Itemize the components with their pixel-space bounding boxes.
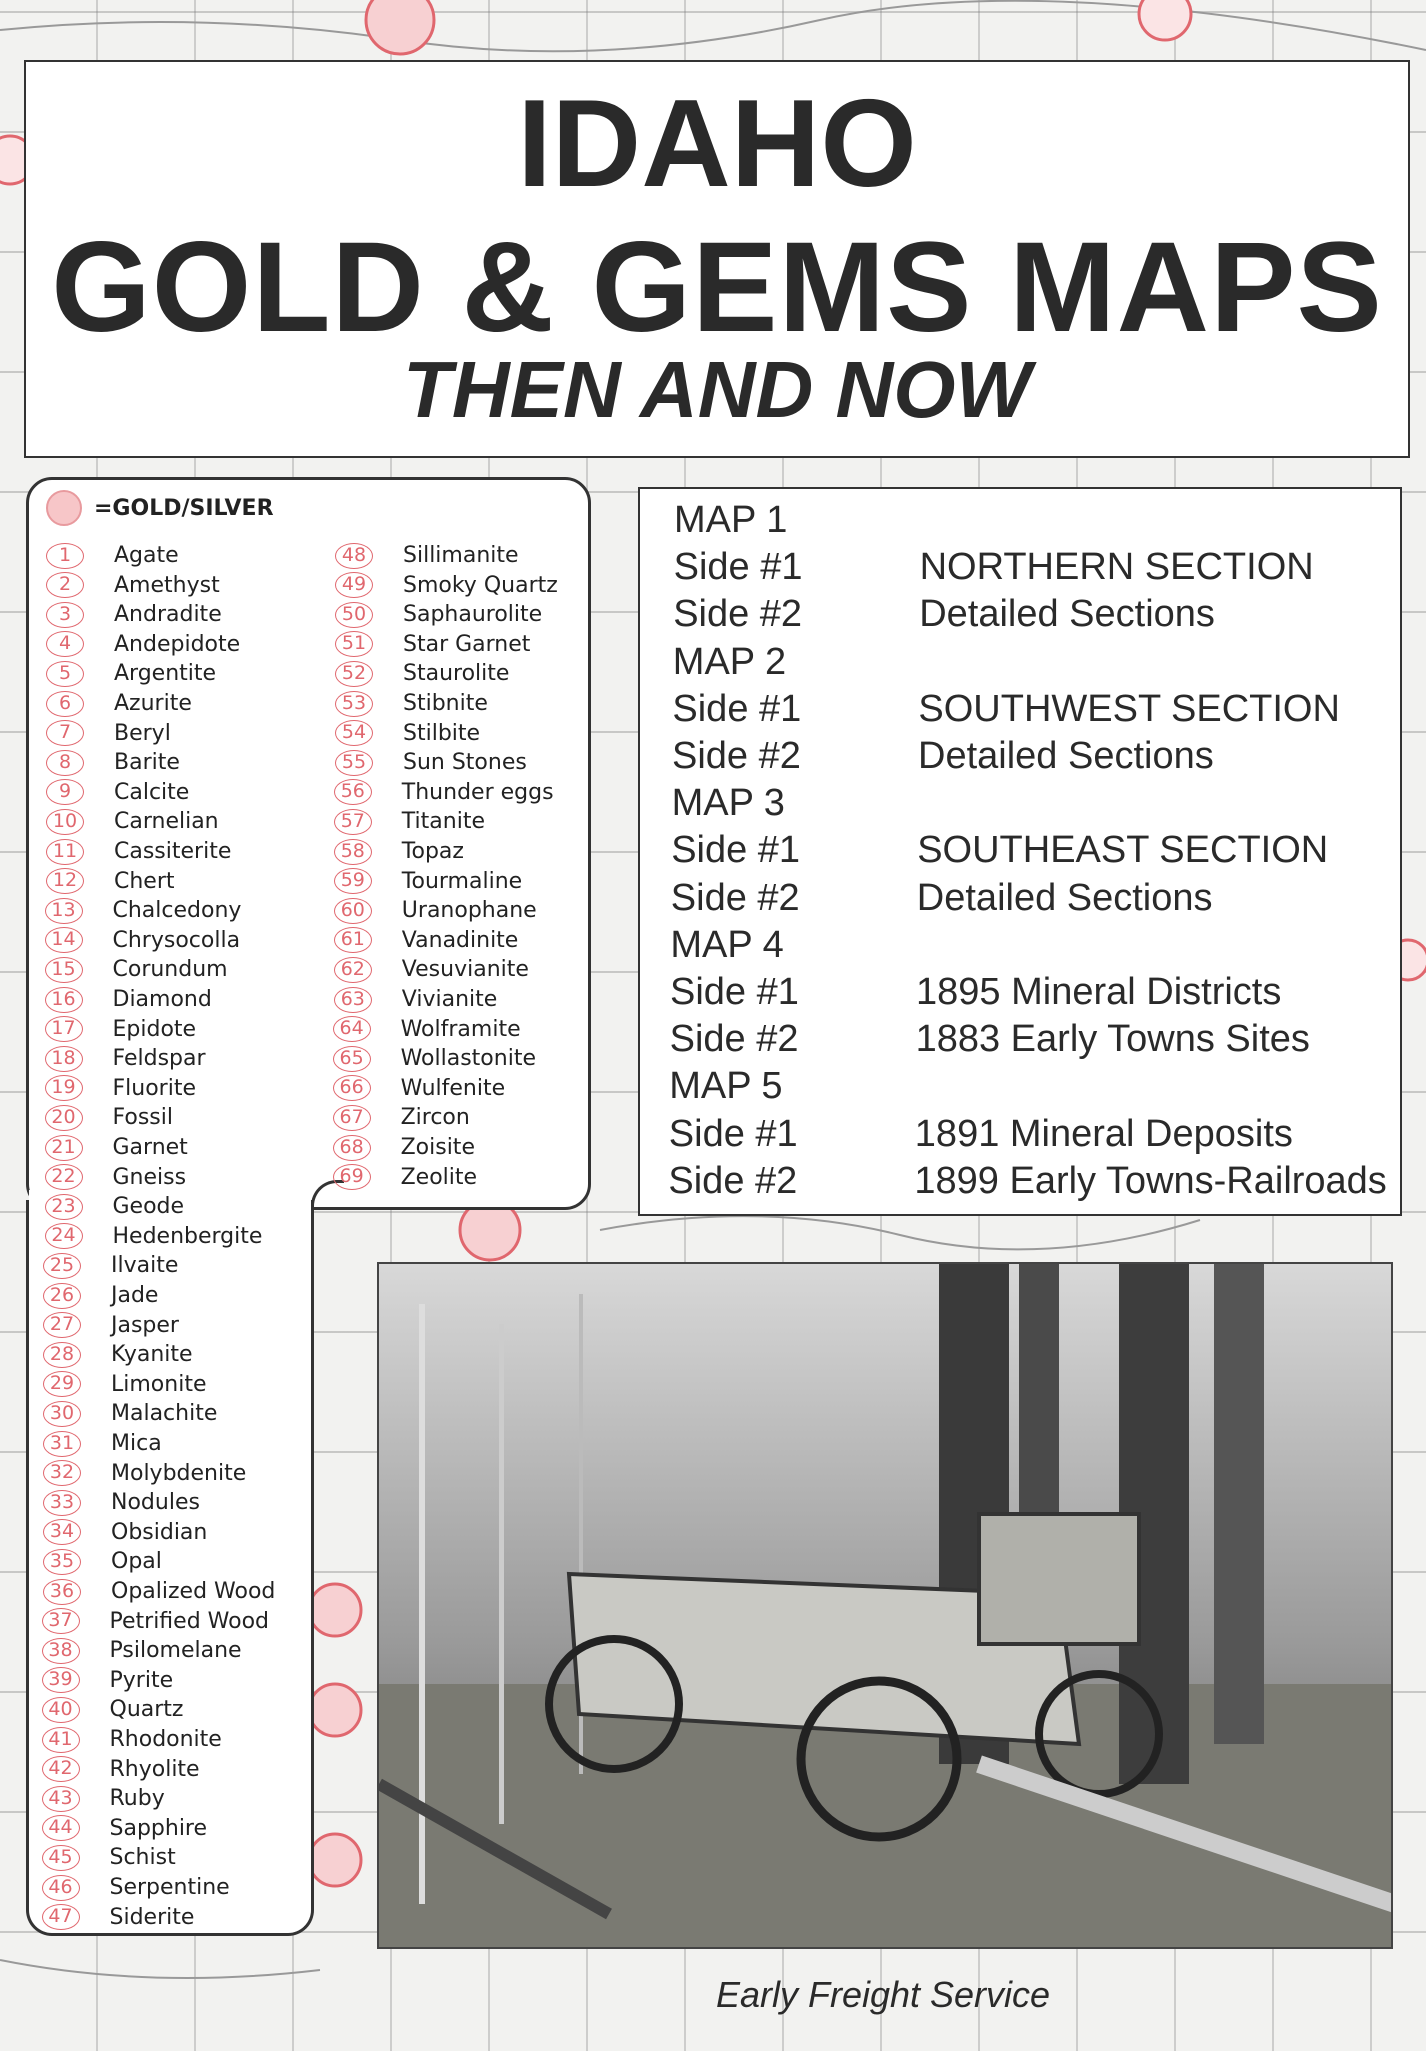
title-idaho: IDAHO xyxy=(517,75,917,213)
legend-item-name: Wollastonite xyxy=(400,1046,536,1072)
legend-item-name: Rhodonite xyxy=(109,1727,222,1752)
legend-item xyxy=(43,1251,178,1280)
map-section-description: Detailed Sections xyxy=(919,593,1215,636)
legend-item-name: Nodules xyxy=(111,1490,200,1516)
map-section-description: 1883 Early Towns Sites xyxy=(915,1018,1310,1061)
legend-item-name: Beryl xyxy=(114,720,171,746)
legend-item xyxy=(333,1133,475,1162)
legend-item xyxy=(43,1340,193,1369)
legend-number-circle: 40 xyxy=(42,1697,80,1723)
legend-item xyxy=(46,807,219,836)
legend-number-circle: 45 xyxy=(42,1845,80,1871)
legend-number-circle: 32 xyxy=(43,1460,81,1486)
legend-number-circle: 66 xyxy=(333,1075,371,1101)
legend-number-circle: 21 xyxy=(45,1135,83,1161)
legend-item-name: Siderite xyxy=(109,1904,195,1930)
gold-silver-label: =GOLD/SILVER xyxy=(94,495,274,521)
legend-number-circle: 38 xyxy=(42,1638,80,1664)
legend-item-name: Andepidote xyxy=(114,631,241,657)
legend-item xyxy=(42,1873,230,1902)
legend-item xyxy=(43,1399,217,1428)
legend-item-name: Mica xyxy=(111,1431,162,1456)
legend-item xyxy=(46,571,220,600)
legend-item-name: Zircon xyxy=(400,1105,470,1131)
legend-number-circle: 43 xyxy=(42,1786,80,1812)
map-side-label: Side #2 xyxy=(668,1159,798,1202)
map-section-description: 1895 Mineral Districts xyxy=(916,971,1282,1013)
legend-number-circle: 53 xyxy=(335,691,373,717)
legend-number-circle: 68 xyxy=(333,1135,371,1161)
legend-item-name: Stibnite xyxy=(403,691,488,716)
title-gold-gems-maps: GOLD & GEMS MAPS xyxy=(51,216,1383,359)
legend-item-name: Garnet xyxy=(112,1135,188,1160)
map-side-label: Side #2 xyxy=(672,735,801,777)
map-section-description: Detailed Sections xyxy=(916,876,1213,919)
legend-item-name: Thunder eggs xyxy=(401,779,554,805)
map-side-label: Side #1 xyxy=(672,687,802,730)
legend-number-circle: 18 xyxy=(45,1046,83,1072)
map-list-row xyxy=(668,1159,1387,1202)
legend-number-circle: 44 xyxy=(42,1815,80,1841)
legend-item xyxy=(42,1755,200,1784)
legend-item-name: Chrysocolla xyxy=(112,927,241,953)
legend-item-name: Petrified Wood xyxy=(109,1608,269,1634)
map-section-description: NORTHERN SECTION xyxy=(919,546,1314,589)
legend-item xyxy=(333,1015,521,1044)
legend-item-name: Hedenbergite xyxy=(112,1223,263,1249)
legend-item-name: Malachite xyxy=(111,1401,218,1427)
map-list-row xyxy=(674,501,787,539)
map-side-label: Side #2 xyxy=(673,593,803,636)
legend-item xyxy=(45,1222,263,1251)
map-side-label: Side #1 xyxy=(668,1112,798,1155)
legend-item-name: Opalized Wood xyxy=(111,1579,276,1604)
legend-item xyxy=(43,1577,275,1606)
legend-number-circle: 36 xyxy=(43,1579,81,1605)
map-list-row xyxy=(669,1018,1310,1061)
legend-item-name: Schist xyxy=(109,1845,176,1871)
map-side-label: MAP 5 xyxy=(669,1065,783,1108)
legend-item xyxy=(335,659,509,688)
legend-item-name: Wulfenite xyxy=(400,1075,506,1101)
map-list-row xyxy=(671,829,1329,872)
legend-item-name: Argentite xyxy=(114,661,217,687)
legend-number-circle: 51 xyxy=(335,631,373,657)
legend-number-circle: 62 xyxy=(334,957,372,983)
legend-item xyxy=(43,1281,158,1310)
legend-number-circle: 1 xyxy=(46,543,84,569)
legend-item xyxy=(333,1163,477,1192)
map-list-row xyxy=(668,1112,1293,1155)
legend-item-name: Pyrite xyxy=(109,1667,174,1693)
legend-item xyxy=(45,1074,197,1103)
legend-item-name: Epidote xyxy=(112,1016,197,1042)
legend-number-circle: 11 xyxy=(46,839,84,865)
legend-item-name: Barite xyxy=(114,750,180,776)
legend-item-name: Wolframite xyxy=(400,1016,521,1042)
legend-item xyxy=(45,896,242,925)
legend-number-circle: 16 xyxy=(45,987,83,1013)
legend-number-circle: 7 xyxy=(46,720,84,746)
legend-item xyxy=(335,600,542,629)
legend-number-circle: 4 xyxy=(46,631,84,657)
wagon-photo xyxy=(377,1262,1393,1949)
legend-item xyxy=(42,1784,165,1813)
legend-item-name: Star Garnet xyxy=(403,631,531,657)
legend-item-name: Geode xyxy=(112,1194,185,1220)
legend-item xyxy=(334,896,537,925)
legend-number-circle: 69 xyxy=(333,1164,371,1190)
legend-item xyxy=(46,867,175,896)
legend-number-circle: 22 xyxy=(45,1164,83,1190)
map-side-label: MAP 1 xyxy=(674,499,788,541)
legend-number-circle: 57 xyxy=(334,809,372,835)
legend-number-circle: 30 xyxy=(43,1401,81,1427)
gold-silver-key xyxy=(46,490,274,526)
legend-item xyxy=(334,867,522,896)
legend-number-circle: 63 xyxy=(334,987,372,1013)
legend-item-name: Smoky Quartz xyxy=(403,572,558,598)
legend-number-circle: 20 xyxy=(45,1105,83,1131)
map-list-row xyxy=(670,876,1213,919)
legend-item-name: Kyanite xyxy=(111,1342,193,1368)
legend-number-circle: 27 xyxy=(43,1312,81,1338)
legend-item-name: Jade xyxy=(111,1283,159,1308)
legend-number-circle: 56 xyxy=(334,779,372,805)
legend-item-name: Fossil xyxy=(112,1105,173,1131)
legend-item-name: Diamond xyxy=(112,987,212,1012)
map-section-description: Detailed Sections xyxy=(918,735,1214,777)
legend-item xyxy=(334,778,554,807)
legend-item-name: Corundum xyxy=(112,957,228,983)
legend-item xyxy=(333,1074,506,1103)
legend-item xyxy=(335,541,519,570)
map-side-label: Side #2 xyxy=(669,1018,799,1061)
legend-item xyxy=(335,719,480,748)
legend-item xyxy=(43,1429,162,1458)
legend-item xyxy=(45,985,212,1014)
legend-item xyxy=(45,1133,188,1162)
map-list-row xyxy=(671,782,785,825)
legend-item-name: Ilvaite xyxy=(111,1253,179,1279)
legend-item xyxy=(46,630,240,659)
legend-item-name: Staurolite xyxy=(403,661,510,687)
legend-item xyxy=(334,807,485,836)
legend-item xyxy=(46,659,216,688)
legend-number-circle: 14 xyxy=(45,927,83,953)
legend-item-name: Amethyst xyxy=(114,572,220,598)
map-list-row xyxy=(672,735,1214,777)
legend-item xyxy=(334,837,464,866)
legend-item-name: Carnelian xyxy=(114,809,219,835)
legend-item-name: Vivianite xyxy=(401,987,498,1012)
map-section-description: SOUTHWEST SECTION xyxy=(918,687,1340,730)
legend-number-circle: 58 xyxy=(334,839,372,865)
legend-number-circle: 10 xyxy=(46,809,84,835)
legend-item-name: Zoisite xyxy=(400,1135,475,1160)
legend-item xyxy=(45,926,241,955)
legend-number-circle: 47 xyxy=(42,1904,80,1930)
legend-item xyxy=(45,1103,173,1132)
legend-item-name: Topaz xyxy=(401,839,464,864)
legend-item xyxy=(46,689,192,718)
legend-item-name: Quartz xyxy=(109,1697,184,1723)
legend-item xyxy=(335,748,527,777)
legend-number-circle: 54 xyxy=(335,720,373,746)
legend-item xyxy=(46,778,189,807)
legend-item-name: Calcite xyxy=(114,779,190,805)
legend-item-name: Chalcedony xyxy=(112,898,242,924)
map-side-label: Side #1 xyxy=(670,971,799,1013)
map-list-row xyxy=(673,593,1215,636)
legend-item-name: Azurite xyxy=(114,691,192,716)
legend-number-circle: 41 xyxy=(42,1727,80,1753)
legend-item xyxy=(42,1695,184,1724)
legend-item xyxy=(46,837,231,866)
map-side-label: Side #1 xyxy=(673,546,803,589)
legend-number-circle: 25 xyxy=(43,1253,81,1279)
legend-item xyxy=(45,1163,187,1192)
legend-number-circle: 17 xyxy=(45,1016,83,1042)
legend-number-circle: 26 xyxy=(43,1283,81,1309)
legend-item-name: Uranophane xyxy=(401,898,537,924)
legend-item xyxy=(45,1015,197,1044)
legend-item-name: Rhyolite xyxy=(109,1756,200,1782)
legend-item xyxy=(335,630,530,659)
legend-item-name: Cassiterite xyxy=(114,839,232,864)
legend-item-name: Tourmaline xyxy=(401,868,523,894)
legend-number-circle: 60 xyxy=(334,898,372,924)
legend-number-circle: 2 xyxy=(46,572,84,598)
legend-item xyxy=(45,955,228,984)
map-side-label: Side #2 xyxy=(670,876,800,919)
title-then-and-now: THEN AND NOW xyxy=(402,345,1032,434)
map-list-row xyxy=(672,687,1340,730)
legend-item-name: Obsidian xyxy=(111,1519,208,1545)
legend-item xyxy=(43,1311,179,1340)
title-box xyxy=(24,60,1410,458)
legend-item-name: Opal xyxy=(111,1549,162,1575)
legend-number-circle: 50 xyxy=(335,602,373,628)
legend-number-circle: 37 xyxy=(42,1608,80,1634)
legend-item xyxy=(42,1666,174,1695)
legend-item xyxy=(42,1843,176,1872)
map-list-row xyxy=(670,923,784,966)
map-section-description: 1891 Mineral Deposits xyxy=(914,1112,1293,1155)
maps-contents-box xyxy=(638,487,1402,1216)
legend-item xyxy=(43,1547,162,1576)
legend-item-name: Fluorite xyxy=(112,1075,196,1101)
legend-item-name: Psilomelane xyxy=(109,1638,242,1664)
legend-number-circle: 9 xyxy=(46,779,84,805)
legend-number-circle: 34 xyxy=(43,1519,81,1545)
legend-number-circle: 35 xyxy=(43,1549,81,1575)
legend-item-name: Sillimanite xyxy=(403,543,519,568)
legend-item xyxy=(42,1814,208,1843)
legend-number-circle: 42 xyxy=(42,1756,80,1782)
legend-item-name: Feldspar xyxy=(112,1046,206,1072)
legend-item xyxy=(46,541,179,570)
legend-number-circle: 55 xyxy=(335,750,373,776)
legend-number-circle: 46 xyxy=(42,1875,80,1901)
legend-number-circle: 8 xyxy=(46,750,84,776)
map-side-label: MAP 2 xyxy=(672,640,787,683)
legend-item xyxy=(333,1103,470,1132)
legend-number-circle: 6 xyxy=(46,691,84,717)
legend-item-name: Gneiss xyxy=(112,1164,187,1190)
map-section-description: SOUTHEAST SECTION xyxy=(917,829,1329,872)
legend-number-circle: 19 xyxy=(45,1075,83,1101)
legend-item-name: Agate xyxy=(114,543,179,568)
legend-item xyxy=(43,1459,246,1488)
legend-item xyxy=(334,955,529,984)
legend-item xyxy=(46,748,180,777)
map-side-label: MAP 4 xyxy=(670,923,784,966)
legend-number-circle: 3 xyxy=(46,602,84,628)
legend-number-circle: 12 xyxy=(46,868,84,894)
legend-item-name: Serpentine xyxy=(109,1875,230,1900)
legend-item xyxy=(333,1044,536,1073)
legend-number-circle: 65 xyxy=(333,1046,371,1072)
legend-number-circle: 13 xyxy=(45,898,83,924)
legend-number-circle: 5 xyxy=(46,661,84,687)
legend-item-name: Sun Stones xyxy=(403,750,527,776)
legend-item xyxy=(43,1518,207,1547)
legend-number-circle: 52 xyxy=(335,661,373,687)
legend-item-name: Jasper xyxy=(111,1312,179,1338)
legend-item xyxy=(42,1607,270,1636)
legend-item-name: Vanadinite xyxy=(401,927,519,953)
legend-item-name: Titanite xyxy=(401,809,485,835)
legend-item xyxy=(45,1044,206,1073)
legend-number-circle: 15 xyxy=(45,957,83,983)
map-section-description: 1899 Early Towns-Railroads xyxy=(914,1159,1387,1202)
legend-number-circle: 59 xyxy=(334,868,372,894)
map-list-row xyxy=(672,640,787,683)
legend-item xyxy=(42,1903,195,1932)
legend-item-name: Saphaurolite xyxy=(403,602,543,628)
map-list-row xyxy=(673,546,1314,589)
legend-item-name: Vesuvianite xyxy=(401,957,529,983)
legend-number-circle: 33 xyxy=(43,1490,81,1516)
legend-item-name: Zeolite xyxy=(400,1164,478,1190)
legend-number-circle: 29 xyxy=(43,1371,81,1397)
legend-number-circle: 64 xyxy=(333,1016,371,1042)
legend-item xyxy=(43,1370,206,1399)
legend-item-name: Molybdenite xyxy=(111,1460,247,1486)
legend-item xyxy=(335,689,488,718)
legend-number-circle: 61 xyxy=(334,927,372,953)
legend-item xyxy=(334,926,519,955)
map-list-row xyxy=(670,971,1282,1013)
wagon-photo-image xyxy=(379,1264,1393,1949)
legend-number-circle: 24 xyxy=(45,1223,83,1249)
legend-item xyxy=(45,1192,185,1221)
legend-item xyxy=(334,985,498,1014)
legend-item xyxy=(42,1636,242,1665)
legend-item-name: Stilbite xyxy=(403,720,481,746)
legend-item xyxy=(46,600,222,629)
legend-number-circle: 23 xyxy=(45,1194,83,1220)
legend-number-circle: 39 xyxy=(42,1667,80,1693)
legend-number-circle: 31 xyxy=(43,1431,81,1457)
legend-item xyxy=(43,1488,200,1517)
legend-number-circle: 67 xyxy=(333,1105,371,1131)
legend-number-circle: 49 xyxy=(335,572,373,598)
map-side-label: MAP 3 xyxy=(671,782,785,825)
legend-item xyxy=(42,1725,222,1754)
map-list-row xyxy=(669,1065,783,1108)
legend-item-name: Andradite xyxy=(114,602,222,628)
legend-item xyxy=(46,719,171,748)
legend-number-circle: 48 xyxy=(335,543,373,569)
legend-item-name: Chert xyxy=(114,868,175,894)
photo-caption: Early Freight Service xyxy=(715,1974,1051,2015)
legend-item xyxy=(335,571,558,600)
legend-item-name: Sapphire xyxy=(109,1815,208,1841)
map-side-label: Side #1 xyxy=(671,829,801,872)
legend-item-name: Ruby xyxy=(109,1786,165,1812)
gold-silver-circle-icon xyxy=(46,490,82,526)
legend-number-circle: 28 xyxy=(43,1342,81,1368)
legend-item-name: Limonite xyxy=(111,1371,207,1397)
